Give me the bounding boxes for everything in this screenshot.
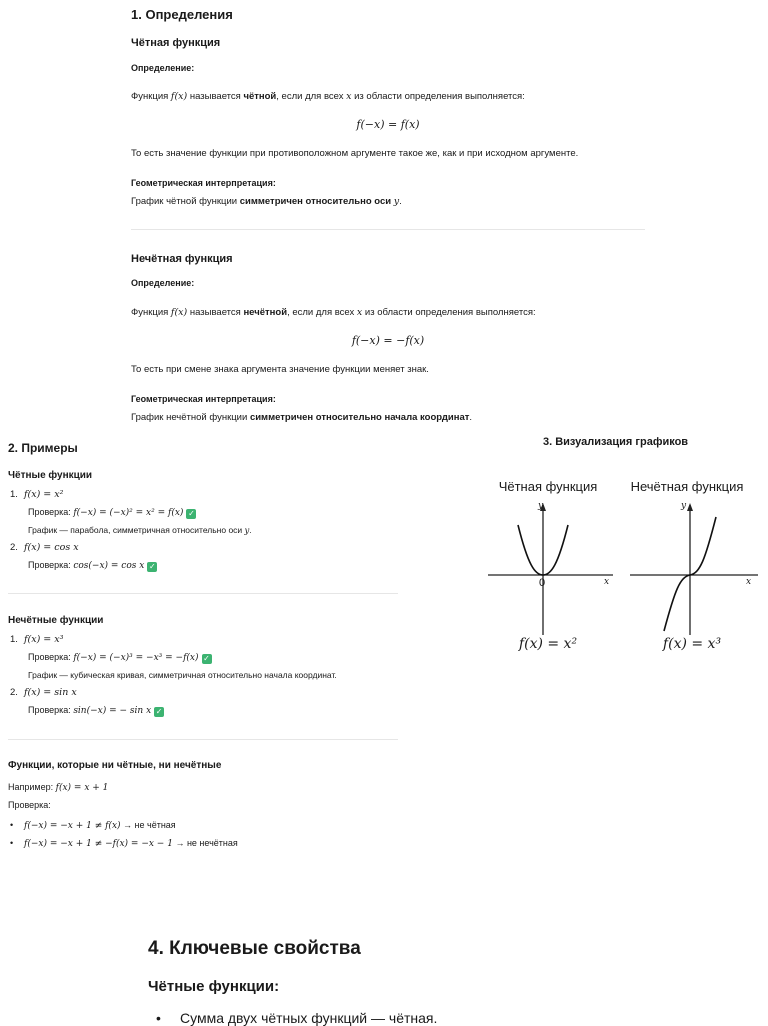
divider	[8, 739, 398, 740]
section-1-title: 1. Определения	[131, 7, 233, 22]
section-4-title: 4. Ключевые свойства	[148, 938, 361, 959]
even-explanation: То есть значение функции при противоположном аргументе такое же, как и при исходном аргументе.	[131, 148, 579, 159]
neither-heading: Функции, которые ни чётные, ни нечётные	[8, 760, 222, 771]
even-geo-text: График чётной функции симметричен относительно оси y.	[131, 196, 402, 207]
odd-geo-text: График нечётной функции симметричен относительно начала координат.	[131, 412, 473, 423]
odd-graph-title: Нечётная функция	[630, 479, 744, 494]
even-definition-label: Определение:	[131, 63, 195, 73]
check-mark-icon: ✓	[188, 509, 195, 518]
even-graph	[488, 503, 613, 635]
section-3-title: 3. Визуализация графиков	[543, 436, 689, 448]
even-example-1-check: Проверка: f(−x) = (−x)² = x² = f(x) ✓	[28, 507, 195, 518]
even-y-label: y	[538, 501, 544, 511]
odd-examples-heading: Нечётные функции	[8, 615, 104, 626]
odd-function-heading: Нечётная функция	[131, 253, 233, 265]
check-mark-icon: ✓	[203, 654, 210, 663]
neither-example: Например: f(x) = x + 1	[8, 782, 109, 793]
even-definition-text: Функция f(x) называется чётной, если для всех x из области определения выполняется:	[131, 91, 525, 102]
odd-example-1-check: Проверка: f(−x) = (−x)³ = −x³ = −f(x) ✓	[28, 652, 210, 663]
even-origin-label: 0	[539, 577, 546, 589]
even-example-1: 1. f(x) = x²	[10, 489, 64, 500]
odd-formula: f(−x) = −f(x)	[351, 334, 425, 347]
even-graph-formula: f(x) = x²	[518, 636, 578, 652]
even-examples-heading: Чётные функции	[8, 470, 93, 481]
even-formula: f(−x) = f(x)	[356, 118, 420, 131]
odd-example-1: 1. f(x) = x³	[10, 634, 64, 645]
even-geo-label: Геометрическая интерпретация:	[131, 178, 276, 188]
check-mark-icon: ✓	[148, 562, 156, 571]
even-example-1-note: График — парабола, симметричная относительно оси y.	[28, 525, 252, 536]
even-example-2: 2. f(x) = cos x	[10, 542, 79, 553]
odd-example-1-note: График — кубическая кривая, симметричная относительно начала координат.	[28, 670, 337, 680]
odd-definition-text: Функция f(x) называется нечётной, если для всех x из области определения выполняется:	[131, 307, 536, 318]
function-graphs	[480, 495, 768, 645]
odd-example-2: 2. f(x) = sin x	[10, 687, 77, 698]
arrow-up-icon	[687, 503, 693, 511]
even-x-label: x	[604, 577, 610, 587]
odd-graph-formula: f(x) = x³	[662, 636, 722, 652]
neither-bullet-1: • f(−x) = −x + 1 ≠ f(x) → не чётная	[10, 820, 176, 831]
even-example-2-check: Проверка: cos(−x) = cos x ✓	[28, 560, 156, 571]
neither-bullet-2: • f(−x) = −x + 1 ≠ −f(x) = −x − 1 → не нечётная	[10, 838, 238, 849]
odd-y-label: y	[681, 501, 687, 511]
odd-example-2-check: Проверка: sin(−x) = − sin x ✓	[28, 705, 163, 716]
even-graph-title: Чётная функция	[498, 479, 598, 494]
odd-x-label: x	[746, 577, 752, 587]
property-bullet-1: • Сумма двух чётных функций — чётная.	[156, 1010, 438, 1026]
odd-geo-label: Геометрическая интерпретация:	[131, 394, 276, 404]
check-mark-icon: ✓	[155, 707, 163, 716]
even-function-heading: Чётная функция	[131, 37, 221, 49]
odd-explanation: То есть при смене знака аргумента значение функции меняет знак.	[131, 364, 429, 375]
neither-check-label: Проверка:	[8, 800, 51, 810]
section-2-title: 2. Примеры	[8, 441, 78, 455]
odd-definition-label: Определение:	[131, 278, 195, 288]
odd-graph	[630, 503, 758, 635]
even-properties-heading: Чётные функции:	[148, 978, 280, 995]
divider	[8, 593, 398, 594]
divider	[131, 229, 645, 230]
